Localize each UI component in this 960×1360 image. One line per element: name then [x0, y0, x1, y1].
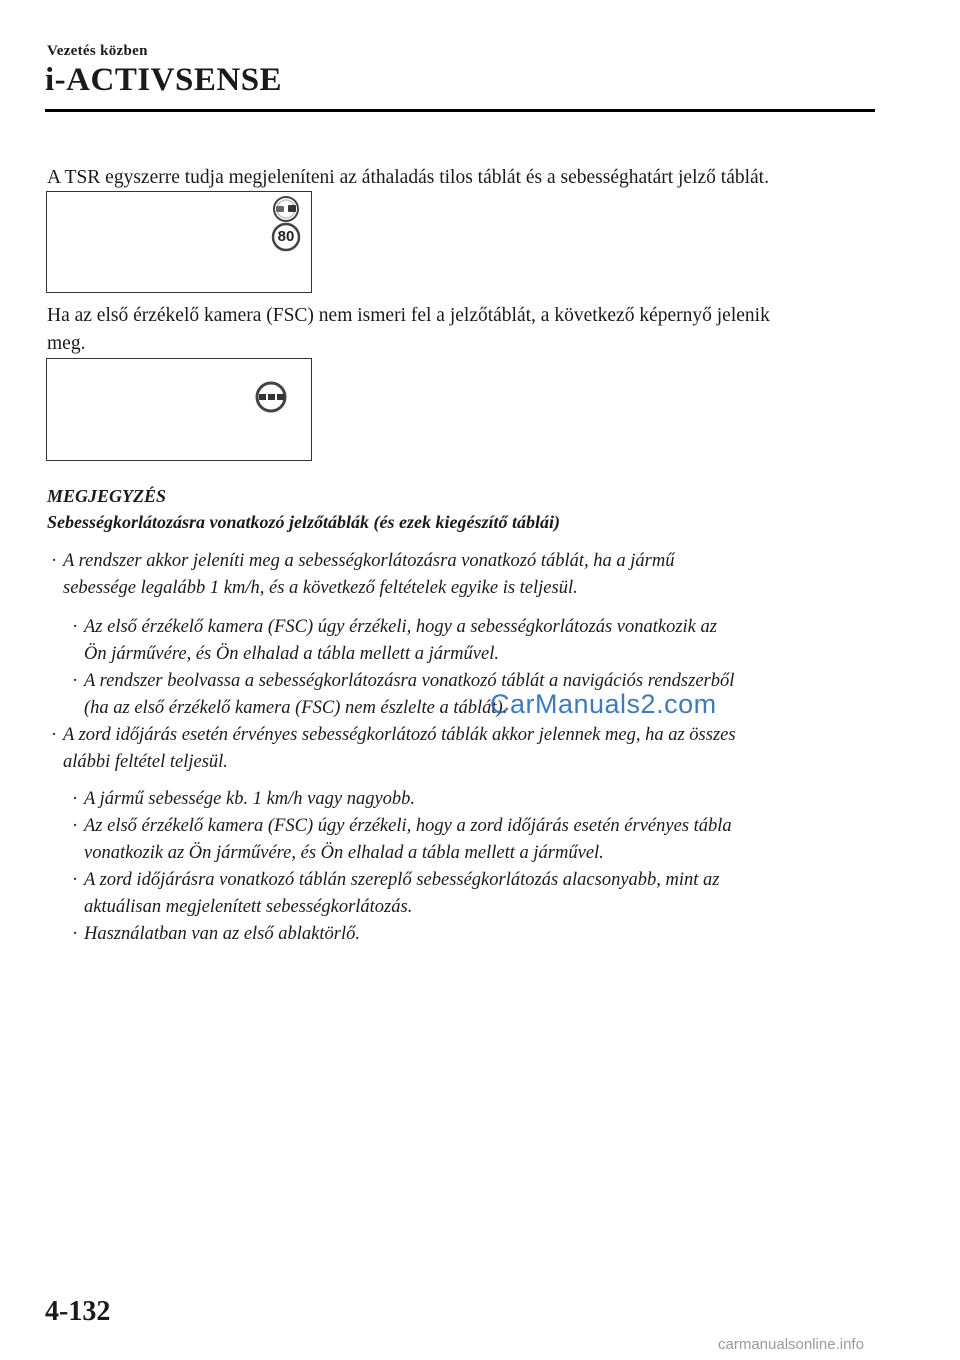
bullet-speed-limit-display: [51, 548, 878, 602]
figure-tsr-both-signs: [46, 191, 312, 293]
bullet-dot: ·: [51, 551, 58, 571]
footer-watermark: carmanualsonline.info: [718, 1336, 864, 1353]
sub-bullet-fsc-bad-weather: [72, 813, 884, 867]
bullet-dot: ·: [72, 924, 79, 944]
figure-unrecognized-sign: [46, 358, 312, 461]
bullet1-line2: sebessége legalább 1 km/h, és a következő feltételek egyike is teljesül.: [63, 578, 578, 598]
bullet-dot: ·: [72, 789, 79, 809]
section-label: Vezetés közben: [47, 43, 148, 59]
bullet1-sub1-line2: Ön járművére, és Ön elhalad a tábla mellett a járművel.: [84, 644, 499, 664]
watermark-text: CarManuals2.com: [490, 689, 717, 719]
sub-bullet-wiper: [72, 921, 884, 948]
intro-paragraph: A TSR egyszerre tudja megjeleníteni az áthaladás tilos táblát és a sebességhatárt jelző táblát.: [47, 167, 769, 188]
header-rule: [45, 109, 875, 112]
page-number: 4-132: [45, 1296, 111, 1327]
bullet-dot: ·: [51, 725, 58, 745]
bullet1-sub1-line1: Az első érzékelő kamera (FSC) úgy érzékeli, hogy a sebességkorlátozás vonatkozik az: [84, 617, 717, 637]
bullet1-sub2-line1: A rendszer beolvassa a sebességkorlátozásra vonatkozó táblát a navigációs rendszerből: [84, 671, 735, 691]
bullet2-line1: A zord időjárás esetén érvényes sebességkorlátozó táblák akkor jelennek meg, ha az összes: [63, 725, 736, 745]
note-subheading: Sebességkorlátozásra vonatkozó jelzőtáblák (és ezek kiegészítő táblái): [47, 512, 560, 532]
note-heading: MEGJEGYZÉS: [47, 486, 167, 506]
sub-bullet-vehicle-speed: [72, 786, 884, 813]
no-overtaking-sign-icon: [274, 197, 298, 221]
bullet2-sub3-line1: A zord időjárásra vonatkozó táblán szereplő sebességkorlátozás alacsonyabb, mint az: [84, 870, 720, 890]
bullet-dot: ·: [72, 671, 79, 691]
bullet-bad-weather-signs: [51, 722, 878, 776]
bullet2-sub1: A jármű sebessége kb. 1 km/h vagy nagyobb.: [84, 789, 416, 809]
bullet2-sub2-line1: Az első érzékelő kamera (FSC) úgy érzékeli, hogy a zord időjárás esetén érvényes tábla: [84, 816, 732, 836]
fsc-line-1: Ha az első érzékelő kamera (FSC) nem ismeri fel a jelzőtáblát, a következő képernyő jelenik: [47, 305, 770, 326]
bullet-dot: ·: [72, 617, 79, 637]
bullet2-line2: alábbi feltétel teljesül.: [63, 752, 228, 772]
sub-bullet-navigation: [72, 668, 884, 722]
bullet2-sub4: Használatban van az első ablaktörlő.: [84, 924, 360, 944]
sub-bullet-fsc-detects: [72, 614, 884, 668]
bullet1-sub2-line2: (ha az első érzékelő kamera (FSC) nem észlelte a táblát).: [84, 698, 508, 718]
bullet1-line1: A rendszer akkor jeleníti meg a sebességkorlátozásra vonatkozó táblát, ha a jármű: [63, 551, 675, 571]
sub-bullet-lower-limit: [72, 867, 884, 921]
speed-limit-value: 80: [277, 228, 295, 245]
chapter-title: i-ACTIVSENSE: [45, 62, 283, 98]
bullet-dot: ·: [72, 870, 79, 890]
fsc-paragraph: [47, 302, 877, 358]
bullet2-sub2-line2: vonatkozik az Ön járművére, és Ön elhalad a tábla mellett a járművel.: [84, 843, 604, 863]
unrecognized-sign-icon: [47, 359, 311, 460]
fsc-line-2: meg.: [47, 333, 86, 354]
bullet-dot: ·: [72, 816, 79, 836]
bullet2-sub3-line2: aktuálisan megjelenített sebességkorlátozás.: [84, 897, 413, 917]
